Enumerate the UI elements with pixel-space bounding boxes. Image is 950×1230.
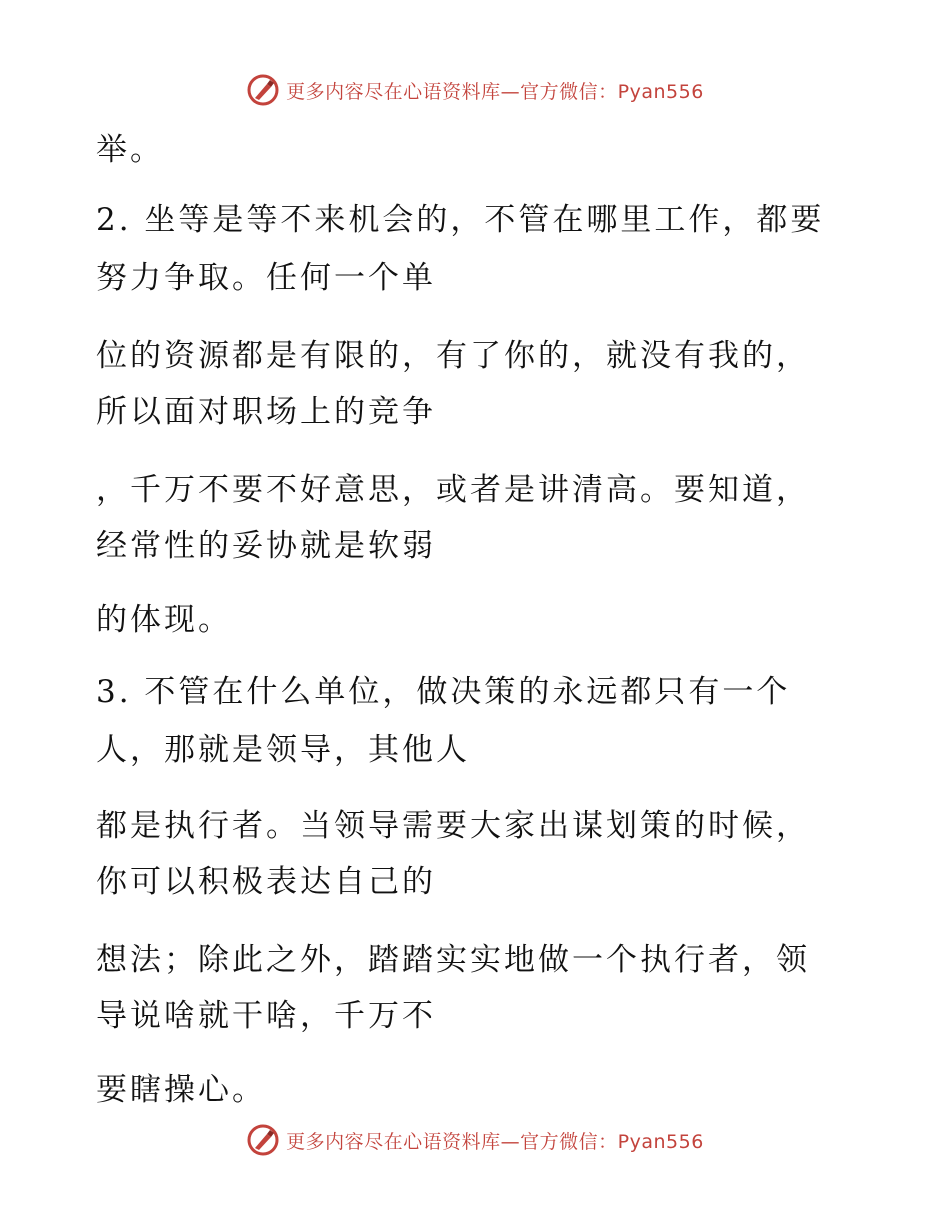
text-line: 你可以积极表达自己的 — [96, 864, 436, 900]
text-line: 3. 不管在什么单位，做决策的永远都只有一个 — [96, 674, 791, 710]
text-line: 的体现。 — [96, 602, 232, 638]
text-line: 人，那就是领导，其他人 — [96, 732, 470, 768]
text-line: 要瞎操心。 — [96, 1072, 266, 1108]
text-line: 都是执行者。当领导需要大家出谋划策的时候， — [96, 808, 810, 844]
text-line: 所以面对职场上的竞争 — [96, 394, 436, 430]
text-line: ，千万不要不好意思，或者是讲清高。要知道， — [96, 472, 810, 508]
pen-logo-icon — [246, 73, 280, 107]
footer-banner-text: 更多内容尽在心语资料库—官方微信：Pyan556 — [286, 1130, 704, 1153]
text-line: 想法；除此之外，踏踏实实地做一个执行者，领 — [96, 942, 810, 978]
text-line: 举。 — [96, 132, 164, 168]
footer-banner — [0, 1120, 950, 1160]
text-line: 努力争取。任何一个单 — [96, 260, 436, 296]
text-line: 导说啥就干啥，千万不 — [96, 998, 436, 1034]
pen-logo-icon — [246, 1123, 280, 1157]
header-banner — [0, 70, 950, 110]
text-line: 位的资源都是有限的，有了你的，就没有我的， — [96, 338, 810, 374]
text-line: 经常性的妥协就是软弱 — [96, 528, 436, 564]
header-banner-text: 更多内容尽在心语资料库—官方微信：Pyan556 — [286, 80, 704, 103]
text-line: 2. 坐等是等不来机会的，不管在哪里工作，都要 — [96, 202, 825, 238]
